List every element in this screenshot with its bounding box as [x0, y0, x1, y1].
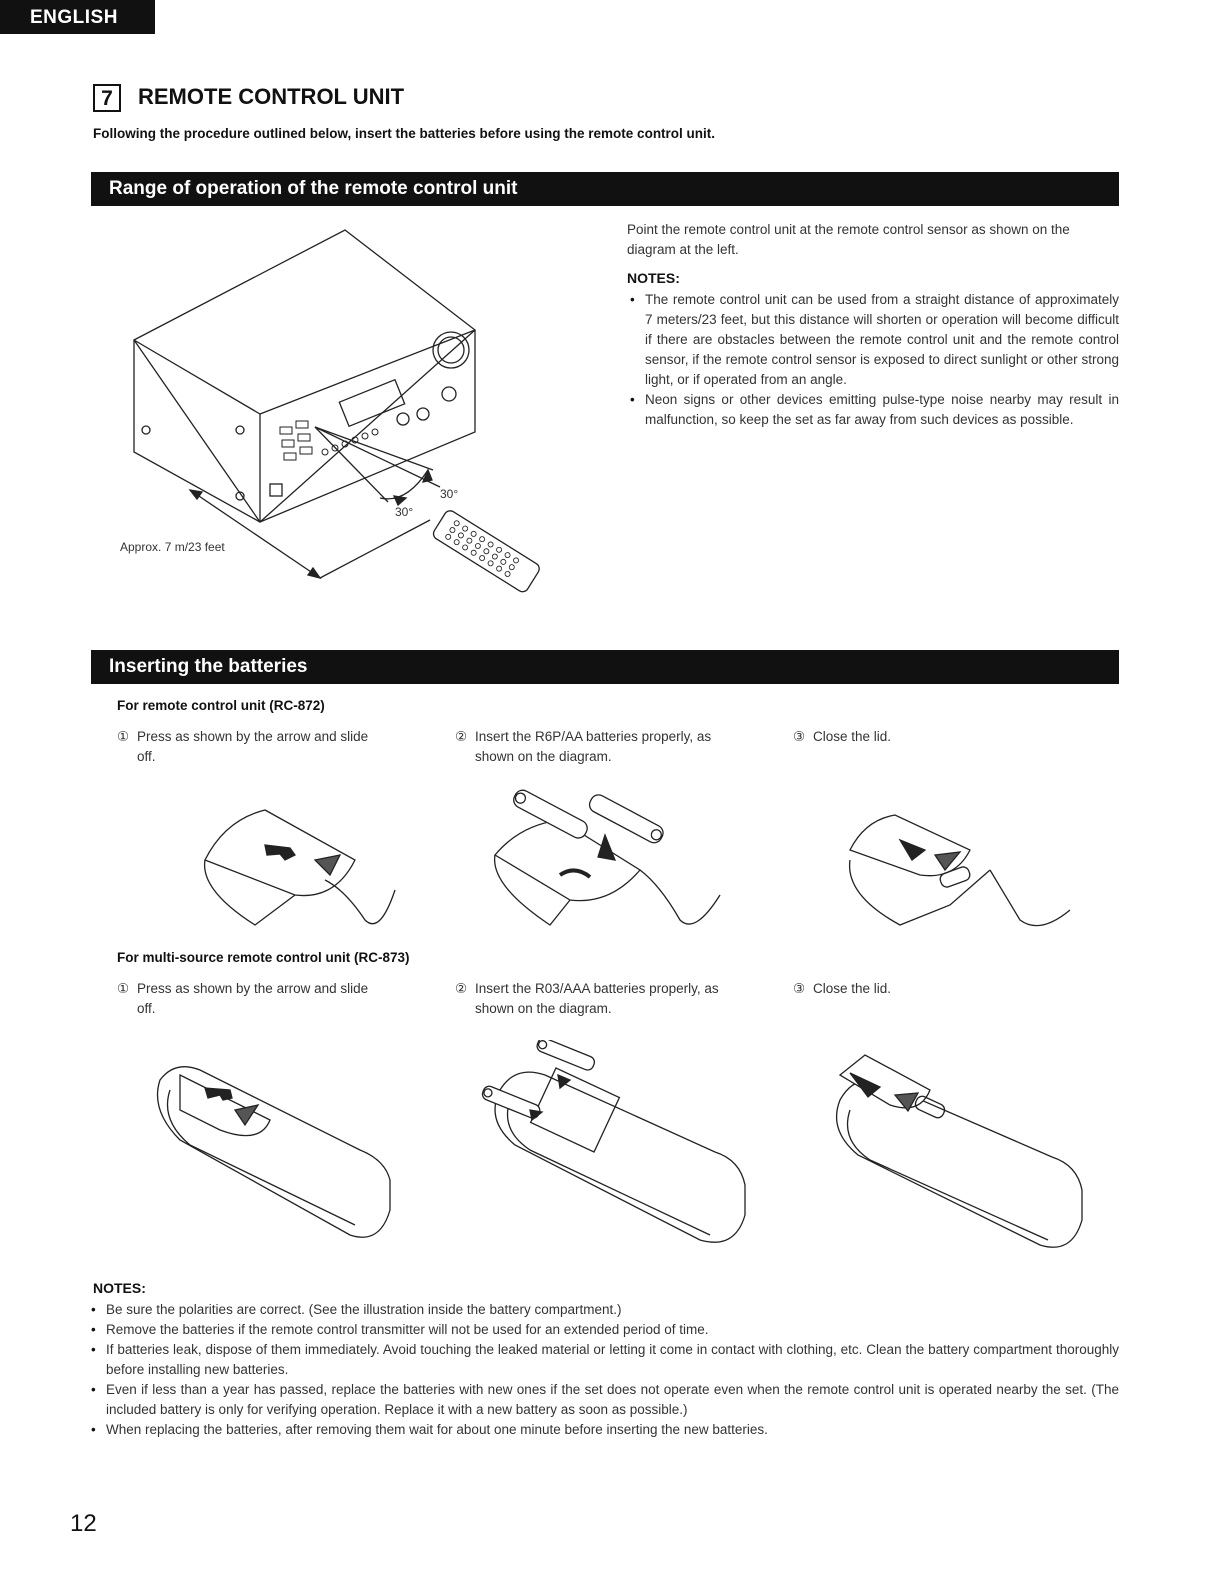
angle-label-lower: 30°	[395, 505, 414, 519]
bottom-notes-list	[88, 1300, 1119, 1440]
bottom-note-item: • If batteries leak, dispose of them immediately. Avoid touching the leaked material or letting it come in contact with clothing, etc. Clean the battery compartment thoroughly before installing new batteries.	[88, 1340, 1119, 1380]
step-text-cont: shown on the diagram.	[475, 1001, 612, 1016]
step-text-cont: shown on the diagram.	[475, 749, 612, 764]
step-text: Insert the R03/AAA batteries properly, as	[475, 981, 719, 996]
language-tab: ENGLISH	[0, 0, 155, 34]
step-number: ②	[455, 729, 468, 744]
range-notes-list	[627, 290, 1119, 430]
range-note-item: • The remote control unit can be used from a straight distance of approximately 7 meters/23 feet, but this distance will shorten or operation will become difficult if there are obstacles between the remote control unit and the remote control sensor, if the remote control sensor is exposed to direct sunlight or other strong light, or if operated from an angle.	[627, 290, 1119, 390]
rc872-lid-removal-illustration	[195, 800, 405, 940]
step-number: ①	[117, 729, 130, 744]
angle-label-upper: 30°	[440, 487, 459, 501]
step-text: Close the lid.	[813, 729, 892, 744]
step-text: Press as shown by the arrow and slide	[137, 981, 369, 996]
step-number: ③	[793, 981, 806, 996]
bottom-note-item: • Remove the batteries if the remote control transmitter will not be used for an extended period of time.	[88, 1320, 1119, 1340]
range-heading-bar: Range of operation of the remote control unit	[91, 172, 1119, 206]
rc873-lid-close-illustration	[820, 1045, 1090, 1255]
rc873-subheading: For multi-source remote control unit (RC-873)	[117, 950, 410, 965]
rc873-step-1	[117, 979, 417, 1019]
rc873-step-2	[455, 979, 755, 1019]
rc872-step-3	[793, 727, 1093, 747]
bottom-note-item: • Be sure the polarities are correct. (See the illustration inside the battery compartment.)	[88, 1300, 1119, 1320]
section-number: 7	[93, 84, 121, 112]
rc873-lid-removal-illustration	[140, 1050, 400, 1250]
range-description: Point the remote control unit at the remote control sensor as shown on the diagram at the left.	[627, 222, 1070, 257]
step-text-cont: off.	[137, 1001, 156, 1016]
rc872-subheading: For remote control unit (RC-872)	[117, 698, 325, 713]
rc872-battery-insert-illustration	[490, 785, 730, 940]
step-text: Close the lid.	[813, 981, 892, 996]
rc873-battery-insert-illustration	[470, 1040, 750, 1255]
rc872-lid-close-illustration	[840, 800, 1080, 940]
section-title: REMOTE CONTROL UNIT	[138, 84, 405, 109]
step-text: Press as shown by the arrow and slide	[137, 729, 369, 744]
bottom-note-item: • When replacing the batteries, after removing them wait for about one minute before inserting the new batteries.	[88, 1420, 1119, 1440]
rc873-step-3	[793, 979, 1093, 999]
bottom-notes-heading: NOTES:	[93, 1280, 146, 1296]
page-number: 12	[70, 1510, 97, 1537]
range-notes-heading: NOTES:	[627, 270, 680, 286]
range-note-item: • Neon signs or other devices emitting pulse-type noise nearby may result in malfunction, so keep the set as far away from such devices as possible.	[627, 390, 1119, 430]
distance-label: Approx. 7 m/23 feet	[120, 540, 225, 554]
step-number: ①	[117, 981, 130, 996]
step-text-cont: off.	[137, 749, 156, 764]
rc872-step-2	[455, 727, 755, 767]
intro-text: Following the procedure outlined below, insert the batteries before using the remote control unit.	[93, 126, 716, 141]
rc872-step-1	[117, 727, 417, 767]
batteries-heading-bar: Inserting the batteries	[91, 650, 1119, 684]
step-text: Insert the R6P/AA batteries properly, as	[475, 729, 712, 744]
step-number: ③	[793, 729, 806, 744]
step-number: ②	[455, 981, 468, 996]
bottom-note-item: • Even if less than a year has passed, replace the batteries with new ones if the set does not operate even when the remote control unit is operated nearby the set. (The included battery is only for verifying operation. Replace it with a new battery as soon as possible.)	[88, 1380, 1119, 1420]
